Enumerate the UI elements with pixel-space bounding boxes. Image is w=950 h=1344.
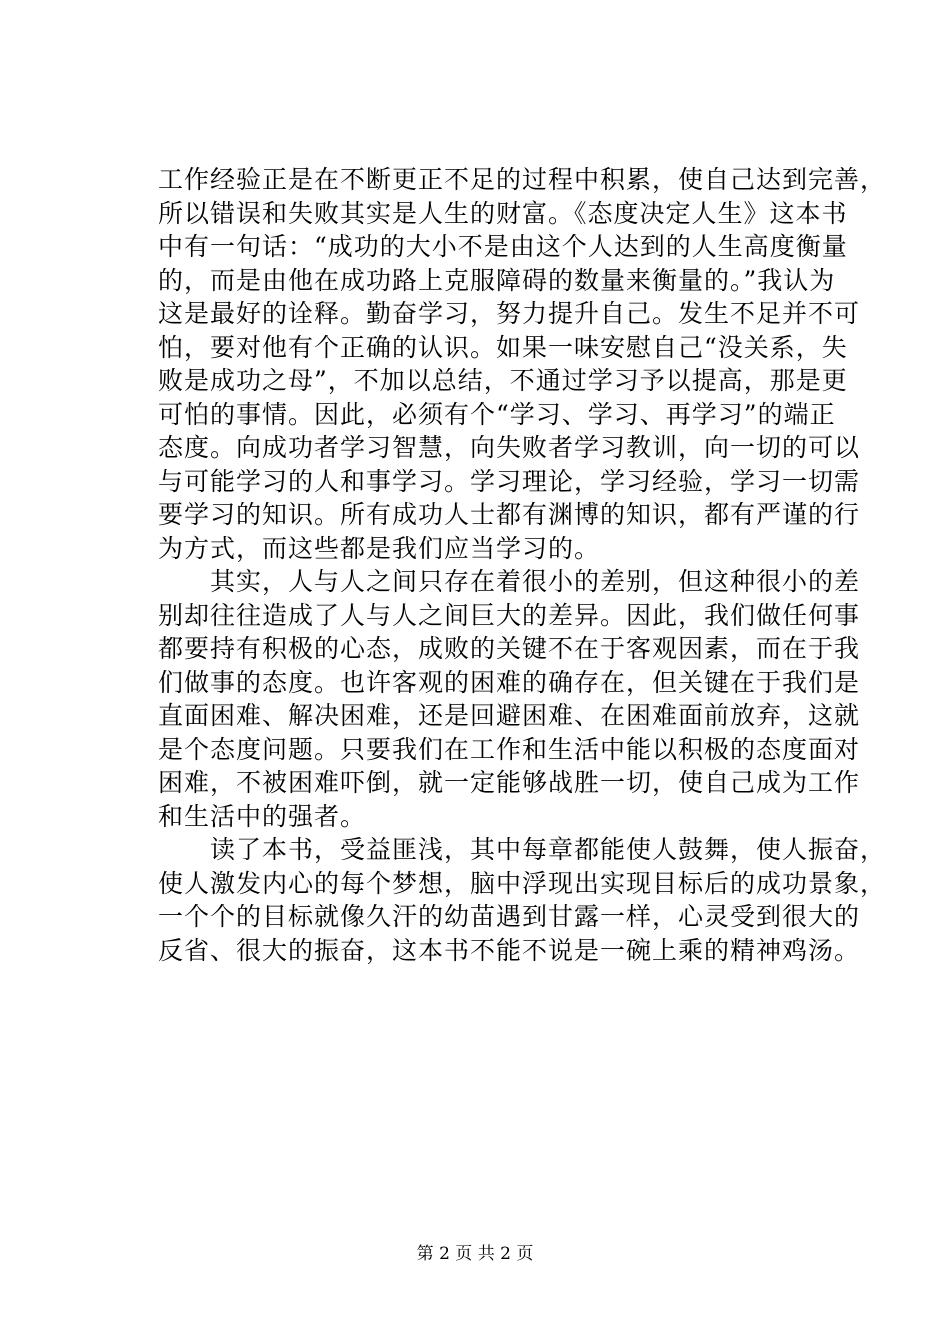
text-line: 态度。向成功者学习智慧，向失败者学习教训，向一切的可以 bbox=[158, 433, 861, 462]
text-line: 反省、很大的振奋，这本书不能不说是一碗上乘的精神鸡汤。 bbox=[158, 935, 861, 965]
text-line: 败是成功之母”，不加以总结，不通过学习予以提高，那是更 bbox=[158, 366, 848, 395]
text-line: 使人激发内心的每个梦想，脑中浮现出实现目标后的成功景象， bbox=[158, 868, 887, 898]
text-line: 可怕的事情。因此，必须有个“学习、学习、再学习”的端正 bbox=[158, 399, 836, 429]
text-line: 怕，要对他有个正确的认识。如果一味安慰自己“没关系，失 bbox=[158, 332, 848, 362]
text-line: 与可能学习的人和事学习。学习理论，学习经验，学习一切需 bbox=[158, 466, 861, 496]
page-footer: 第 2 页 共 2 页 bbox=[416, 1244, 534, 1264]
text-line: 困难，不被困难吓倒，就一定能够战胜一切，使自己成为工作 bbox=[158, 768, 861, 797]
document-body bbox=[158, 163, 887, 967]
text-line: 读了本书，受益匪浅，其中每章都能使人鼓舞，使人振奋， bbox=[158, 835, 887, 864]
text-line: 直面困难、解决困难，还是回避困难、在困难面前放弃，这就 bbox=[158, 701, 861, 730]
text-line: 们做事的态度。也许客观的困难的确存在，但关键在于我们是 bbox=[158, 667, 861, 697]
text-line: 所以错误和失败其实是人生的财富。《态度决定人生》这本书 bbox=[158, 198, 848, 228]
text-line: 都要持有积极的心态，成败的关键不在于客观因素，而在于我 bbox=[158, 634, 861, 663]
text-line: 和生活中的强者。 bbox=[158, 801, 367, 831]
text-line: 为方式，而这些都是我们应当学习的。 bbox=[158, 533, 601, 563]
text-line: 中有一句话：“成功的大小不是由这个人达到的人生高度衡量 bbox=[158, 232, 848, 261]
text-line: 要学习的知识。所有成功人士都有渊博的知识，都有严谨的行 bbox=[158, 500, 861, 529]
text-line: 这是最好的诠释。勤奋学习，努力提升自己。发生不足并不可 bbox=[158, 299, 861, 328]
text-line: 的，而是由他在成功路上克服障碍的数量来衡量的。”我认为 bbox=[158, 265, 836, 295]
text-line: 工作经验正是在不断更正不足的过程中积累，使自己达到完善， bbox=[158, 165, 887, 194]
text-line: 一个个的目标就像久汗的幼苗遇到甘露一样，心灵受到很大的 bbox=[158, 902, 861, 931]
text-line: 别却往往造成了人与人之间巨大的差异。因此，我们做任何事 bbox=[158, 600, 861, 630]
text-line: 其实，人与人之间只存在着很小的差别，但这种很小的差 bbox=[158, 567, 861, 596]
text-line: 是个态度问题。只要我们在工作和生活中能以积极的态度面对 bbox=[158, 734, 861, 764]
